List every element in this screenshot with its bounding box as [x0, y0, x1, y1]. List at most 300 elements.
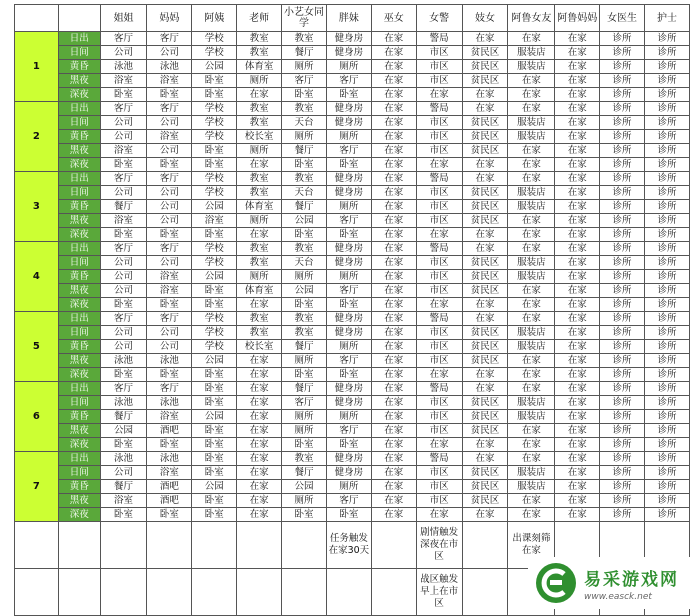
location-cell: 在家	[508, 298, 555, 312]
location-cell: 餐厅	[100, 480, 147, 494]
location-cell: 卧室	[326, 368, 371, 382]
location-cell: 在家	[555, 424, 600, 438]
location-cell: 在家	[508, 284, 555, 298]
location-cell: 在家	[555, 452, 600, 466]
location-cell: 在家	[508, 88, 555, 102]
location-cell: 贫民区	[462, 340, 508, 354]
location-cell: 服装店	[508, 256, 555, 270]
time-label: 黄昏	[58, 200, 100, 214]
location-cell: 卧室	[100, 438, 147, 452]
location-cell: 在家	[462, 508, 508, 522]
table-row	[15, 508, 690, 522]
location-cell: 客厅	[100, 242, 147, 256]
location-cell: 在家	[371, 200, 416, 214]
location-cell: 在家	[508, 158, 555, 172]
location-cell: 在家	[371, 32, 416, 46]
watermark-title: 易采游戏网	[584, 569, 679, 590]
location-cell: 泳池	[100, 354, 147, 368]
table-row	[15, 284, 690, 298]
location-cell: 在家	[462, 382, 508, 396]
column-header: 妓女	[462, 5, 508, 32]
location-cell: 贫民区	[462, 256, 508, 270]
location-cell: 学校	[192, 172, 237, 186]
time-label: 日出	[58, 102, 100, 116]
location-cell: 厕所	[237, 270, 282, 284]
location-cell: 教室	[237, 312, 282, 326]
location-cell: 卧室	[282, 438, 327, 452]
location-cell: 在家	[555, 186, 600, 200]
location-cell: 健身房	[326, 382, 371, 396]
table-row	[15, 32, 690, 46]
easck-logo-icon	[534, 561, 578, 605]
time-label: 黑夜	[58, 74, 100, 88]
table-row	[15, 102, 690, 116]
location-cell: 学校	[192, 340, 237, 354]
day-label: 7	[15, 452, 59, 522]
location-cell: 在家	[237, 508, 282, 522]
time-label: 日出	[58, 312, 100, 326]
note-cell	[147, 522, 192, 569]
location-cell: 在家	[237, 438, 282, 452]
blank-cell	[58, 569, 100, 616]
location-cell: 卧室	[326, 228, 371, 242]
table-row	[15, 228, 690, 242]
location-cell: 客厅	[326, 214, 371, 228]
location-cell: 在家	[371, 396, 416, 410]
location-cell: 健身房	[326, 186, 371, 200]
location-cell: 公司	[100, 130, 147, 144]
location-cell: 校长室	[237, 340, 282, 354]
note-cell	[462, 569, 508, 616]
location-cell: 在家	[555, 46, 600, 60]
location-cell: 在家	[555, 242, 600, 256]
location-cell: 贫民区	[462, 494, 508, 508]
location-cell: 在家	[462, 452, 508, 466]
location-cell: 在家	[371, 256, 416, 270]
time-label: 日出	[58, 382, 100, 396]
location-cell: 客厅	[282, 396, 327, 410]
location-cell: 市区	[416, 200, 462, 214]
location-cell: 在家	[555, 284, 600, 298]
location-cell: 贫民区	[462, 46, 508, 60]
location-cell: 在家	[462, 228, 508, 242]
time-label: 日出	[58, 32, 100, 46]
location-cell: 市区	[416, 340, 462, 354]
location-cell: 在家	[237, 466, 282, 480]
location-cell: 警局	[416, 102, 462, 116]
location-cell: 在家	[237, 228, 282, 242]
location-cell: 市区	[416, 186, 462, 200]
location-cell: 教室	[237, 116, 282, 130]
table-row	[15, 396, 690, 410]
location-cell: 诊所	[600, 32, 645, 46]
location-cell: 贫民区	[462, 60, 508, 74]
table-row	[15, 130, 690, 144]
location-cell: 市区	[416, 410, 462, 424]
location-cell: 诊所	[600, 242, 645, 256]
location-cell: 在家	[371, 368, 416, 382]
location-cell: 卧室	[192, 424, 237, 438]
location-cell: 贫民区	[462, 270, 508, 284]
location-cell: 客厅	[147, 172, 192, 186]
location-cell: 在家	[555, 116, 600, 130]
location-cell: 卧室	[100, 228, 147, 242]
time-label: 深夜	[58, 508, 100, 522]
location-cell: 市区	[416, 214, 462, 228]
table-row	[15, 410, 690, 424]
location-cell: 在家	[371, 480, 416, 494]
location-cell: 厕所	[326, 270, 371, 284]
location-cell: 浴室	[192, 214, 237, 228]
location-cell: 在家	[555, 102, 600, 116]
note-cell	[192, 569, 237, 616]
location-cell: 公司	[100, 326, 147, 340]
location-cell: 在家	[371, 116, 416, 130]
time-label: 日间	[58, 186, 100, 200]
location-cell: 客厅	[100, 382, 147, 396]
location-cell: 在家	[371, 102, 416, 116]
location-cell: 贫民区	[462, 480, 508, 494]
table-row	[15, 186, 690, 200]
location-cell: 在家	[371, 298, 416, 312]
location-cell: 健身房	[326, 452, 371, 466]
time-label: 黑夜	[58, 424, 100, 438]
location-cell: 酒吧	[147, 494, 192, 508]
location-cell: 诊所	[644, 228, 689, 242]
table-row	[15, 172, 690, 186]
table-row	[15, 494, 690, 508]
time-label: 日间	[58, 466, 100, 480]
location-cell: 在家	[371, 284, 416, 298]
location-cell: 教室	[282, 452, 327, 466]
header-row	[15, 5, 690, 32]
location-cell: 客厅	[100, 172, 147, 186]
location-cell: 在家	[508, 312, 555, 326]
location-cell: 公园	[100, 424, 147, 438]
location-cell: 服装店	[508, 396, 555, 410]
location-cell: 在家	[508, 228, 555, 242]
location-cell: 厕所	[326, 480, 371, 494]
location-cell: 服装店	[508, 326, 555, 340]
time-label: 黑夜	[58, 494, 100, 508]
location-cell: 诊所	[600, 46, 645, 60]
location-cell: 卧室	[282, 228, 327, 242]
location-cell: 浴室	[147, 284, 192, 298]
location-cell: 市区	[416, 326, 462, 340]
location-cell: 在家	[555, 298, 600, 312]
location-cell: 教室	[237, 46, 282, 60]
column-header: 女医生	[600, 5, 645, 32]
location-cell: 公司	[100, 46, 147, 60]
location-cell: 在家	[508, 368, 555, 382]
location-cell: 诊所	[600, 256, 645, 270]
location-cell: 教室	[282, 172, 327, 186]
location-cell: 卧室	[192, 396, 237, 410]
location-cell: 服装店	[508, 480, 555, 494]
location-cell: 天台	[282, 256, 327, 270]
location-cell: 市区	[416, 424, 462, 438]
time-label: 黄昏	[58, 270, 100, 284]
location-cell: 诊所	[600, 144, 645, 158]
location-cell: 厕所	[282, 494, 327, 508]
location-cell: 客厅	[147, 382, 192, 396]
location-cell: 服装店	[508, 46, 555, 60]
location-cell: 在家	[371, 410, 416, 424]
time-label: 日出	[58, 172, 100, 186]
location-cell: 公园	[192, 270, 237, 284]
location-cell: 市区	[416, 284, 462, 298]
location-cell: 在家	[371, 382, 416, 396]
location-cell: 在家	[555, 214, 600, 228]
time-label: 深夜	[58, 158, 100, 172]
location-cell: 诊所	[644, 144, 689, 158]
location-cell: 在家	[371, 186, 416, 200]
location-cell: 市区	[416, 60, 462, 74]
location-cell: 市区	[416, 466, 462, 480]
location-cell: 卧室	[192, 144, 237, 158]
location-cell: 在家	[237, 452, 282, 466]
schedule-table	[14, 4, 690, 616]
location-cell: 在家	[416, 158, 462, 172]
location-cell: 公司	[100, 284, 147, 298]
location-cell: 公园	[282, 214, 327, 228]
location-cell: 在家	[237, 396, 282, 410]
location-cell: 健身房	[326, 32, 371, 46]
location-cell: 健身房	[326, 326, 371, 340]
location-cell: 市区	[416, 46, 462, 60]
location-cell: 在家	[555, 144, 600, 158]
column-header: 阿鲁妈妈	[555, 5, 600, 32]
location-cell: 公园	[282, 480, 327, 494]
location-cell: 在家	[555, 130, 600, 144]
location-cell: 诊所	[644, 452, 689, 466]
column-header: 女警	[416, 5, 462, 32]
location-cell: 市区	[416, 494, 462, 508]
location-cell: 贫民区	[462, 74, 508, 88]
location-cell: 浴室	[100, 494, 147, 508]
location-cell: 教室	[237, 32, 282, 46]
watermark-url: www.easck.net	[584, 591, 652, 602]
table-row	[15, 60, 690, 74]
location-cell: 诊所	[644, 270, 689, 284]
location-cell: 诊所	[600, 452, 645, 466]
location-cell: 诊所	[600, 326, 645, 340]
location-cell: 客厅	[326, 354, 371, 368]
location-cell: 诊所	[644, 242, 689, 256]
location-cell: 健身房	[326, 396, 371, 410]
location-cell: 学校	[192, 242, 237, 256]
location-cell: 诊所	[644, 354, 689, 368]
day-label: 3	[15, 172, 59, 242]
location-cell: 在家	[555, 396, 600, 410]
location-cell: 在家	[371, 228, 416, 242]
location-cell: 公司	[100, 256, 147, 270]
location-cell: 教室	[282, 312, 327, 326]
location-cell: 市区	[416, 74, 462, 88]
time-label: 黄昏	[58, 60, 100, 74]
location-cell: 卧室	[147, 298, 192, 312]
location-cell: 健身房	[326, 102, 371, 116]
location-cell: 在家	[371, 452, 416, 466]
location-cell: 诊所	[600, 102, 645, 116]
time-label: 深夜	[58, 298, 100, 312]
location-cell: 诊所	[644, 214, 689, 228]
location-cell: 在家	[555, 480, 600, 494]
location-cell: 贫民区	[462, 214, 508, 228]
time-label: 黑夜	[58, 214, 100, 228]
location-cell: 公园	[192, 354, 237, 368]
location-cell: 诊所	[644, 438, 689, 452]
location-cell: 体育室	[237, 60, 282, 74]
table-row	[15, 74, 690, 88]
location-cell: 天台	[282, 116, 327, 130]
location-cell: 在家	[555, 438, 600, 452]
table-row	[15, 298, 690, 312]
note-cell	[371, 522, 416, 569]
location-cell: 浴室	[100, 214, 147, 228]
location-cell: 诊所	[644, 326, 689, 340]
location-cell: 公司	[147, 46, 192, 60]
location-cell: 诊所	[644, 116, 689, 130]
location-cell: 在家	[508, 382, 555, 396]
location-cell: 在家	[371, 60, 416, 74]
location-cell: 浴室	[147, 466, 192, 480]
location-cell: 卧室	[192, 452, 237, 466]
location-cell: 厕所	[237, 74, 282, 88]
table-row	[15, 340, 690, 354]
location-cell: 厕所	[326, 130, 371, 144]
location-cell: 诊所	[644, 312, 689, 326]
note-cell: 出课刻筛在家	[508, 522, 555, 569]
blank-cell	[15, 522, 59, 569]
location-cell: 贫民区	[462, 326, 508, 340]
location-cell: 学校	[192, 116, 237, 130]
location-cell: 学校	[192, 102, 237, 116]
column-header: 老师	[237, 5, 282, 32]
location-cell: 在家	[371, 88, 416, 102]
location-cell: 在家	[462, 88, 508, 102]
location-cell: 在家	[462, 242, 508, 256]
location-cell: 公司	[100, 466, 147, 480]
table-row	[15, 88, 690, 102]
column-header: 阿鲁女友	[508, 5, 555, 32]
location-cell: 在家	[508, 508, 555, 522]
note-cell	[237, 569, 282, 616]
location-cell: 服装店	[508, 340, 555, 354]
note-cell	[282, 522, 327, 569]
location-cell: 在家	[371, 326, 416, 340]
location-cell: 厕所	[237, 214, 282, 228]
note-cell: 剧情触发深夜在市区	[416, 522, 462, 569]
location-cell: 市区	[416, 116, 462, 130]
location-cell: 诊所	[600, 480, 645, 494]
location-cell: 贫民区	[462, 466, 508, 480]
table-row	[15, 312, 690, 326]
location-cell: 在家	[555, 32, 600, 46]
location-cell: 公司	[100, 340, 147, 354]
location-cell: 诊所	[600, 298, 645, 312]
location-cell: 卧室	[100, 298, 147, 312]
location-cell: 卧室	[192, 508, 237, 522]
location-cell: 卧室	[147, 158, 192, 172]
location-cell: 在家	[237, 88, 282, 102]
location-cell: 健身房	[326, 242, 371, 256]
location-cell: 在家	[371, 270, 416, 284]
location-cell: 体育室	[237, 200, 282, 214]
location-cell: 在家	[555, 466, 600, 480]
location-cell: 在家	[237, 480, 282, 494]
location-cell: 诊所	[644, 368, 689, 382]
location-cell: 诊所	[600, 284, 645, 298]
location-cell: 贫民区	[462, 354, 508, 368]
location-cell: 警局	[416, 32, 462, 46]
location-cell: 在家	[371, 74, 416, 88]
location-cell: 在家	[237, 298, 282, 312]
location-cell: 贫民区	[462, 186, 508, 200]
location-cell: 在家	[508, 452, 555, 466]
time-label: 黄昏	[58, 410, 100, 424]
location-cell: 诊所	[644, 74, 689, 88]
location-cell: 在家	[237, 410, 282, 424]
location-cell: 在家	[416, 228, 462, 242]
location-cell: 卧室	[326, 88, 371, 102]
location-cell: 诊所	[600, 158, 645, 172]
location-cell: 服装店	[508, 466, 555, 480]
location-cell: 诊所	[600, 424, 645, 438]
location-cell: 浴室	[100, 74, 147, 88]
location-cell: 在家	[371, 144, 416, 158]
location-cell: 诊所	[644, 340, 689, 354]
table-row	[15, 116, 690, 130]
location-cell: 卧室	[192, 88, 237, 102]
location-cell: 市区	[416, 256, 462, 270]
location-cell: 卧室	[100, 368, 147, 382]
location-cell: 卧室	[326, 438, 371, 452]
location-cell: 在家	[508, 74, 555, 88]
location-cell: 公司	[147, 200, 192, 214]
location-cell: 在家	[237, 354, 282, 368]
location-cell: 客厅	[326, 494, 371, 508]
location-cell: 服装店	[508, 270, 555, 284]
location-cell: 厕所	[282, 410, 327, 424]
location-cell: 贫民区	[462, 116, 508, 130]
location-cell: 公司	[100, 186, 147, 200]
location-cell: 餐厅	[100, 200, 147, 214]
location-cell: 在家	[416, 298, 462, 312]
location-cell: 贫民区	[462, 424, 508, 438]
location-cell: 市区	[416, 354, 462, 368]
location-cell: 厕所	[326, 60, 371, 74]
location-cell: 诊所	[600, 410, 645, 424]
location-cell: 卧室	[326, 298, 371, 312]
location-cell: 在家	[508, 32, 555, 46]
time-label: 黄昏	[58, 480, 100, 494]
location-cell: 健身房	[326, 256, 371, 270]
location-cell: 在家	[371, 158, 416, 172]
location-cell: 贫民区	[462, 284, 508, 298]
location-cell: 厕所	[282, 354, 327, 368]
location-cell: 学校	[192, 326, 237, 340]
location-cell: 诊所	[644, 494, 689, 508]
location-cell: 在家	[508, 172, 555, 186]
location-cell: 客厅	[326, 144, 371, 158]
day-label: 6	[15, 382, 59, 452]
location-cell: 厕所	[282, 424, 327, 438]
location-cell: 诊所	[644, 256, 689, 270]
note-cell	[371, 569, 416, 616]
location-cell: 卧室	[100, 158, 147, 172]
location-cell: 公司	[147, 340, 192, 354]
